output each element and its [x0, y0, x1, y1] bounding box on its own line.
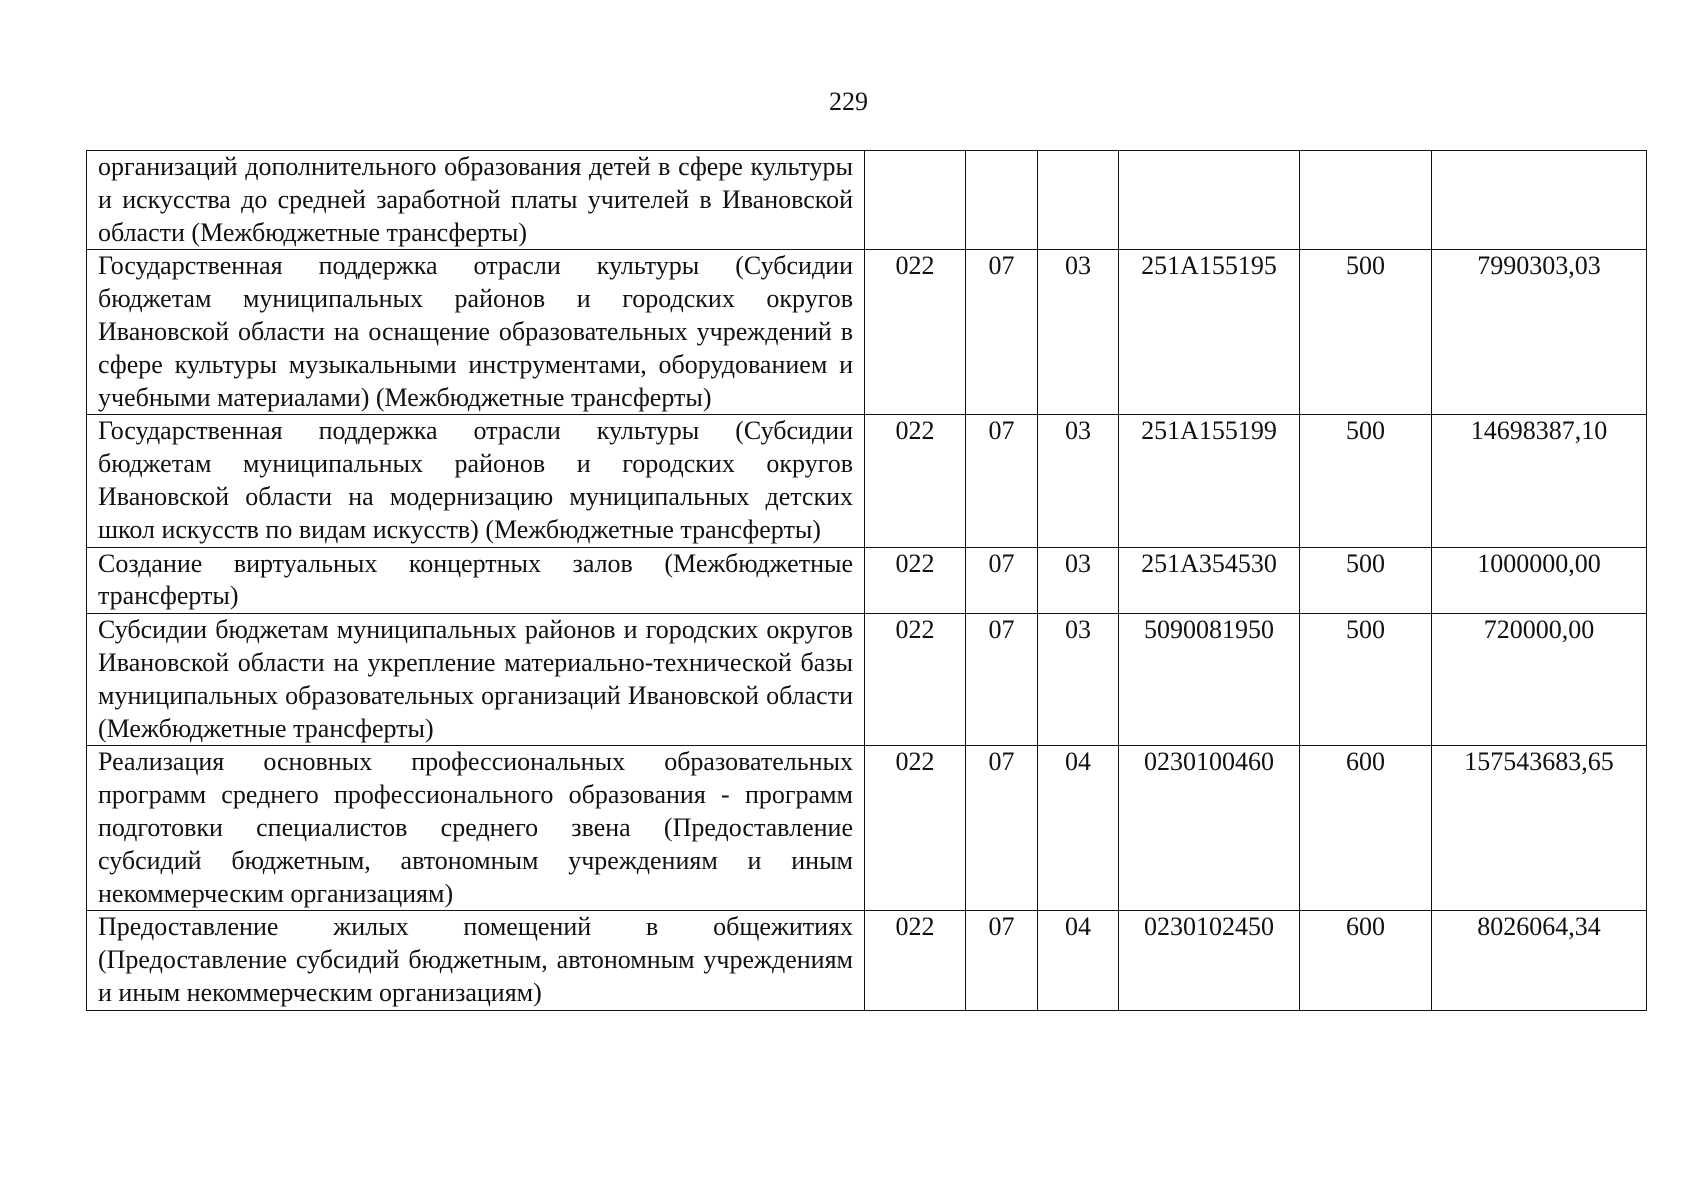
expense-type-code: 600: [1300, 911, 1432, 1010]
amount-value: [1432, 151, 1647, 250]
expense-type-code: 500: [1300, 614, 1432, 746]
section-code: 07: [966, 415, 1038, 547]
row-description: Субсидии бюджетам муниципальных районов и городских округов Ивановской области на укрепление материально-технической базы муниципальных образовательных организаций Ивановской области (Межбюджетные трансферты): [87, 614, 865, 746]
target-article-code: 0230102450: [1119, 911, 1300, 1010]
ministry-code: 022: [865, 614, 966, 746]
subsection-code: 03: [1038, 614, 1119, 746]
table-row: [87, 151, 1647, 250]
ministry-code: 022: [865, 547, 966, 614]
table-row: [87, 547, 1647, 614]
amount-value: 157543683,65: [1432, 746, 1647, 911]
expense-type-code: 500: [1300, 415, 1432, 547]
amount-value: 14698387,10: [1432, 415, 1647, 547]
expense-type-code: 500: [1300, 250, 1432, 415]
row-description: Государственная поддержка отрасли культуры (Субсидии бюджетам муниципальных районов и городских округов Ивановской области на модернизацию муниципальных детских школ искусств по видам искусств) (Межбюджетные трансферты): [87, 415, 865, 547]
target-article-code: 0230100460: [1119, 746, 1300, 911]
ministry-code: 022: [865, 250, 966, 415]
ministry-code: [865, 151, 966, 250]
section-code: 07: [966, 250, 1038, 415]
subsection-code: 04: [1038, 746, 1119, 911]
row-description: организаций дополнительного образования детей в сфере культуры и искусства до средней заработной платы учителей в Ивановской области (Межбюджетные трансферты): [87, 151, 865, 250]
target-article-code: 251A155199: [1119, 415, 1300, 547]
section-code: 07: [966, 746, 1038, 911]
amount-value: 7990303,03: [1432, 250, 1647, 415]
ministry-code: 022: [865, 415, 966, 547]
amount-value: 720000,00: [1432, 614, 1647, 746]
expense-type-code: 600: [1300, 746, 1432, 911]
target-article-code: 5090081950: [1119, 614, 1300, 746]
target-article-code: [1119, 151, 1300, 250]
row-description: Предоставление жилых помещений в общежитиях (Предоставление субсидий бюджетным, автономным учреждениям и иным некоммерческим организациям): [87, 911, 865, 1010]
amount-value: 8026064,34: [1432, 911, 1647, 1010]
subsection-code: 04: [1038, 911, 1119, 1010]
subsection-code: 03: [1038, 415, 1119, 547]
row-description: Создание виртуальных концертных залов (Межбюджетные трансферты): [87, 547, 865, 614]
target-article-code: 251A155195: [1119, 250, 1300, 415]
row-description: Реализация основных профессиональных образовательных программ среднего профессионального образования - программ подготовки специалистов среднего звена (Предоставление субсидий бюджетным, автономным учреждениям и иным некоммерческим организациям): [87, 746, 865, 911]
expense-type-code: 500: [1300, 547, 1432, 614]
section-code: [966, 151, 1038, 250]
amount-value: 1000000,00: [1432, 547, 1647, 614]
table-row: [87, 911, 1647, 1010]
table-row: [87, 250, 1647, 415]
table-row: [87, 415, 1647, 547]
subsection-code: 03: [1038, 250, 1119, 415]
budget-allocation-table: [86, 150, 1647, 1011]
section-code: 07: [966, 547, 1038, 614]
section-code: 07: [966, 614, 1038, 746]
subsection-code: [1038, 151, 1119, 250]
page-number: 229: [829, 87, 868, 116]
table-row: [87, 614, 1647, 746]
subsection-code: 03: [1038, 547, 1119, 614]
row-description: Государственная поддержка отрасли культуры (Субсидии бюджетам муниципальных районов и городских округов Ивановской области на оснащение образовательных учреждений в сфере культуры музыкальными инструментами, оборудованием и учебными материалами) (Межбюджетные трансферты): [87, 250, 865, 415]
expense-type-code: [1300, 151, 1432, 250]
ministry-code: 022: [865, 746, 966, 911]
target-article-code: 251A354530: [1119, 547, 1300, 614]
section-code: 07: [966, 911, 1038, 1010]
ministry-code: 022: [865, 911, 966, 1010]
table-row: [87, 746, 1647, 911]
